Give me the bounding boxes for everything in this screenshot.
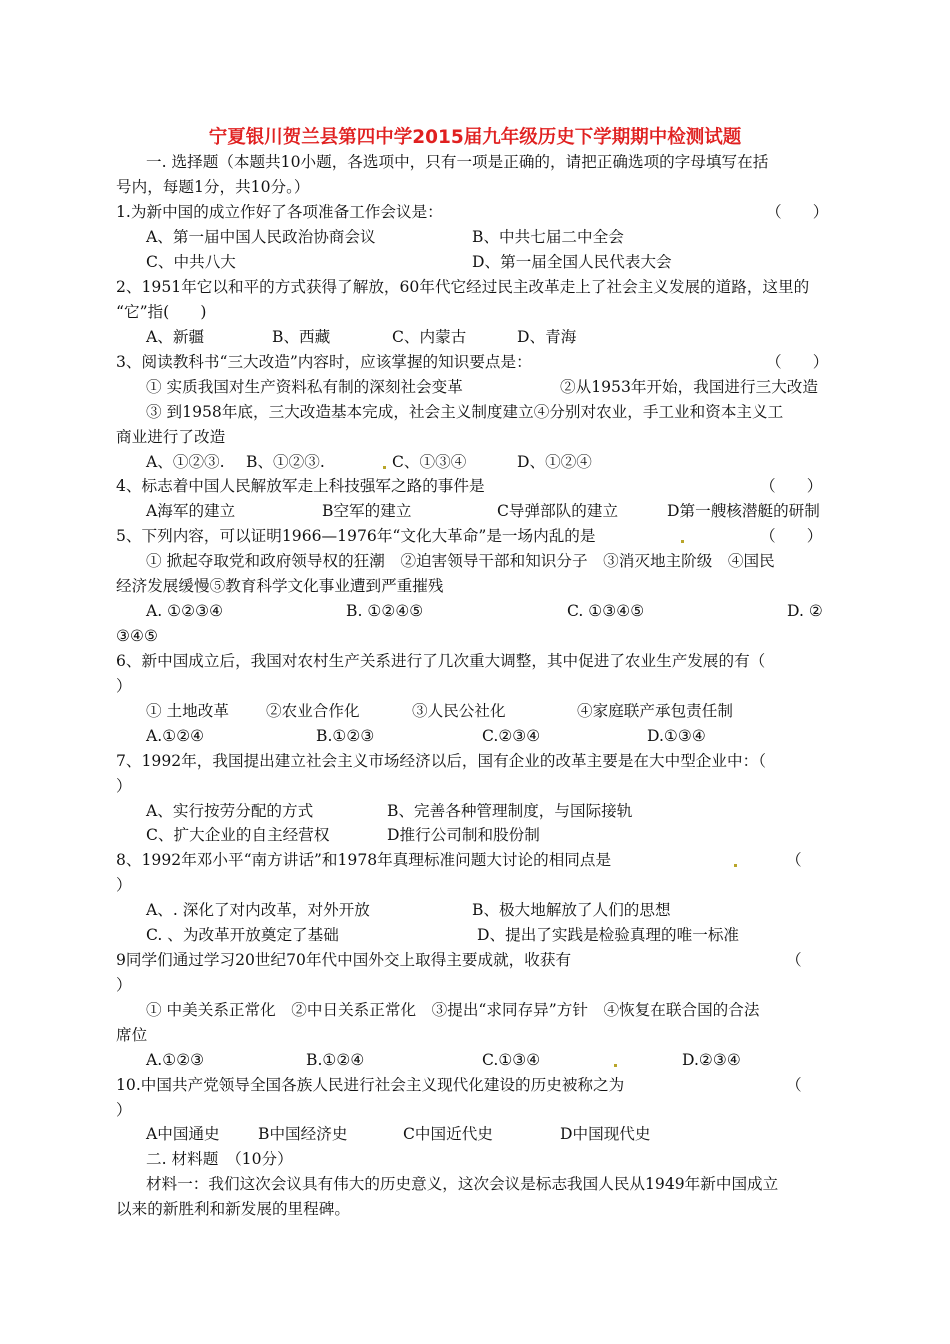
q6-item-4: ④家庭联产承包责任制 bbox=[577, 702, 733, 720]
q3-option-d: D、①②④ bbox=[517, 453, 592, 471]
q9-stem: 9同学们通过学习20世纪70年代中国外交上取得主要成就，收获有 bbox=[116, 951, 572, 969]
q5-stem: 5、下列内容，可以证明1966—1976年“文化大革命”是一场内乱的是 bbox=[116, 527, 596, 545]
q2-option-b: B、西藏 bbox=[272, 328, 331, 346]
page-title: 宁夏银川贺兰县第四中学2015届九年级历史下学期期中检测试题 bbox=[208, 127, 742, 148]
q10-stem: 10.中国共产党领导全国各族人民进行社会主义现代化建设的历史被称之为 bbox=[116, 1076, 625, 1094]
q7-stem: 7、1992年，我国提出建立社会主义市场经济以后，国有企业的改革主要是在大中型企业中：（ bbox=[116, 752, 766, 770]
q3-option-c: C、①③④ bbox=[392, 453, 467, 471]
q7-option-c: C、扩大企业的自主经营权 bbox=[146, 826, 330, 844]
q2-option-c: C、内蒙古 bbox=[392, 328, 467, 346]
q7-option-d: D推行公司制和股份制 bbox=[387, 826, 540, 844]
q6-stem-cont: ） bbox=[116, 677, 132, 695]
q2-option-a: A、新疆 bbox=[146, 328, 205, 346]
q9-answer-blank-cont: ） bbox=[116, 976, 132, 994]
q9-option-b: B.①②④ bbox=[306, 1051, 365, 1069]
q4-option-d: D第一艘核潜艇的研制 bbox=[667, 502, 820, 520]
q8-option-c: C. 、为改革开放奠定了基础 bbox=[146, 926, 339, 944]
q4-option-b: B空军的建立 bbox=[322, 502, 412, 520]
q8-answer-blank-cont: ） bbox=[116, 876, 132, 894]
q3-answer-blank: （ ） bbox=[766, 353, 829, 371]
q6-option-a: A.①②④ bbox=[146, 727, 205, 745]
q7-stem-cont: ） bbox=[116, 777, 132, 795]
q2-stem: 2、1951年它以和平的方式获得了解放，60年代它经过民主改革走上了社会主义发展的道路，这里的 bbox=[116, 278, 810, 296]
q5-option-b: B. ①②④⑤ bbox=[346, 602, 424, 620]
q8-option-b: B、极大地解放了人们的思想 bbox=[472, 901, 671, 919]
q3-item-2: ②从1953年开始，我国进行三大改造 bbox=[560, 378, 818, 396]
q5-answer-blank: （ ） bbox=[760, 527, 823, 545]
q3-item-3-4: ③ 到1958年底，三大改造基本完成，社会主义制度建立④分别对农业，手工业和资本主义工 bbox=[146, 403, 784, 421]
q4-answer-blank: （ ） bbox=[760, 477, 823, 495]
section1-heading: 一. 选择题（本题共10小题，各选项中，只有一项是正确的，请把正确选项的字母填写在括 bbox=[146, 153, 769, 171]
q9-items: ① 中美关系正常化 ②中日关系正常化 ③提出“求同存异”方针 ④恢复在联合国的合法 bbox=[146, 1001, 760, 1019]
q6-option-d: D.①③④ bbox=[647, 727, 706, 745]
q2-option-d: D、青海 bbox=[517, 328, 577, 346]
section2-heading: 二. 材料题 （10分） bbox=[146, 1150, 293, 1168]
q9-answer-blank: （ bbox=[786, 951, 802, 969]
scan-speck bbox=[681, 540, 684, 543]
q9-option-d: D.②③④ bbox=[682, 1051, 741, 1069]
q3-option-a: A、①②③. bbox=[146, 453, 225, 471]
q1-option-b: B、中共七届二中全会 bbox=[472, 228, 624, 246]
q8-stem: 8、1992年邓小平“南方讲话”和1978年真理标准问题大讨论的相同点是 bbox=[116, 851, 612, 869]
q9-option-a: A.①②③ bbox=[146, 1051, 205, 1069]
q6-item-2: ②农业合作化 bbox=[266, 702, 360, 720]
q10-option-a: A中国通史 bbox=[146, 1125, 220, 1143]
q8-answer-blank: （ bbox=[786, 851, 802, 869]
q4-option-a: A海军的建立 bbox=[146, 502, 236, 520]
q5-option-c: C. ①③④⑤ bbox=[567, 602, 645, 620]
q5-option-d: D. ② bbox=[787, 602, 823, 620]
q2-stem-cont: “它”指( ) bbox=[116, 303, 207, 321]
q5-option-a: A. ①②③④ bbox=[146, 602, 224, 620]
q6-item-3: ③人民公社化 bbox=[412, 702, 506, 720]
q3-item-4-cont: 商业进行了改造 bbox=[116, 428, 226, 446]
q10-answer-blank: （ bbox=[786, 1076, 802, 1094]
q1-option-a: A、第一届中国人民政治协商会议 bbox=[146, 228, 376, 246]
q8-option-d: D、提出了实践是检验真理的唯一标准 bbox=[477, 926, 740, 944]
q7-option-a: A、实行按劳分配的方式 bbox=[146, 802, 314, 820]
q6-item-1: ① 土地改革 bbox=[146, 702, 229, 720]
q4-stem: 4、标志着中国人民解放军走上科技强军之路的事件是 bbox=[116, 477, 485, 495]
q5-items-cont: 经济发展缓慢⑤教育科学文化事业遭到严重摧残 bbox=[116, 577, 444, 595]
q1-option-c: C、中共八大 bbox=[146, 253, 236, 271]
scan-speck bbox=[734, 864, 737, 867]
q3-stem: 3、阅读教科书“三大改造”内容时，应该掌握的知识要点是： bbox=[116, 353, 532, 371]
q1-stem: 1.为新中国的成立作好了各项准备工作会议是： bbox=[116, 203, 443, 221]
scan-speck bbox=[383, 466, 386, 469]
q10-answer-blank-cont: ） bbox=[116, 1101, 132, 1119]
q3-item-1: ① 实质我国对生产资料私有制的深刻社会变革 bbox=[146, 378, 463, 396]
q1-option-d: D、第一届全国人民代表大会 bbox=[472, 253, 672, 271]
q7-option-b: B、完善各种管理制度，与国际接轨 bbox=[387, 802, 633, 820]
scan-speck bbox=[614, 1064, 617, 1067]
q4-option-c: C导弹部队的建立 bbox=[497, 502, 619, 520]
q10-option-b: B中国经济史 bbox=[258, 1125, 348, 1143]
section1-heading-cont: 号内，每题1分，共10分。） bbox=[116, 178, 310, 196]
q6-option-c: C.②③④ bbox=[482, 727, 541, 745]
q5-items: ① 掀起夺取党和政府领导权的狂潮 ②迫害领导干部和知识分子 ③消灭地主阶级 ④国民 bbox=[146, 552, 775, 570]
q6-option-b: B.①②③ bbox=[316, 727, 375, 745]
q1-answer-blank: （ ） bbox=[766, 203, 829, 221]
material-1-cont: 以来的新胜利和新发展的里程碑。 bbox=[116, 1200, 350, 1218]
q5-option-d-cont: ③④⑤ bbox=[116, 627, 158, 645]
q10-option-c: C中国近代史 bbox=[403, 1125, 493, 1143]
material-1: 材料一：我们这次会议具有伟大的历史意义，这次会议是标志我国人民从1949年新中国成立 bbox=[146, 1175, 779, 1193]
q10-option-d: D中国现代史 bbox=[560, 1125, 651, 1143]
q9-items-cont: 席位 bbox=[116, 1026, 148, 1044]
q8-option-a: A、. 深化了对内改革，对外开放 bbox=[146, 901, 370, 919]
q6-stem: 6、新中国成立后，我国对农村生产关系进行了几次重大调整，其中促进了农业生产发展的有（ bbox=[116, 652, 766, 670]
q9-option-c: C.①③④ bbox=[482, 1051, 541, 1069]
q3-option-b: B、①②③. bbox=[246, 453, 325, 471]
